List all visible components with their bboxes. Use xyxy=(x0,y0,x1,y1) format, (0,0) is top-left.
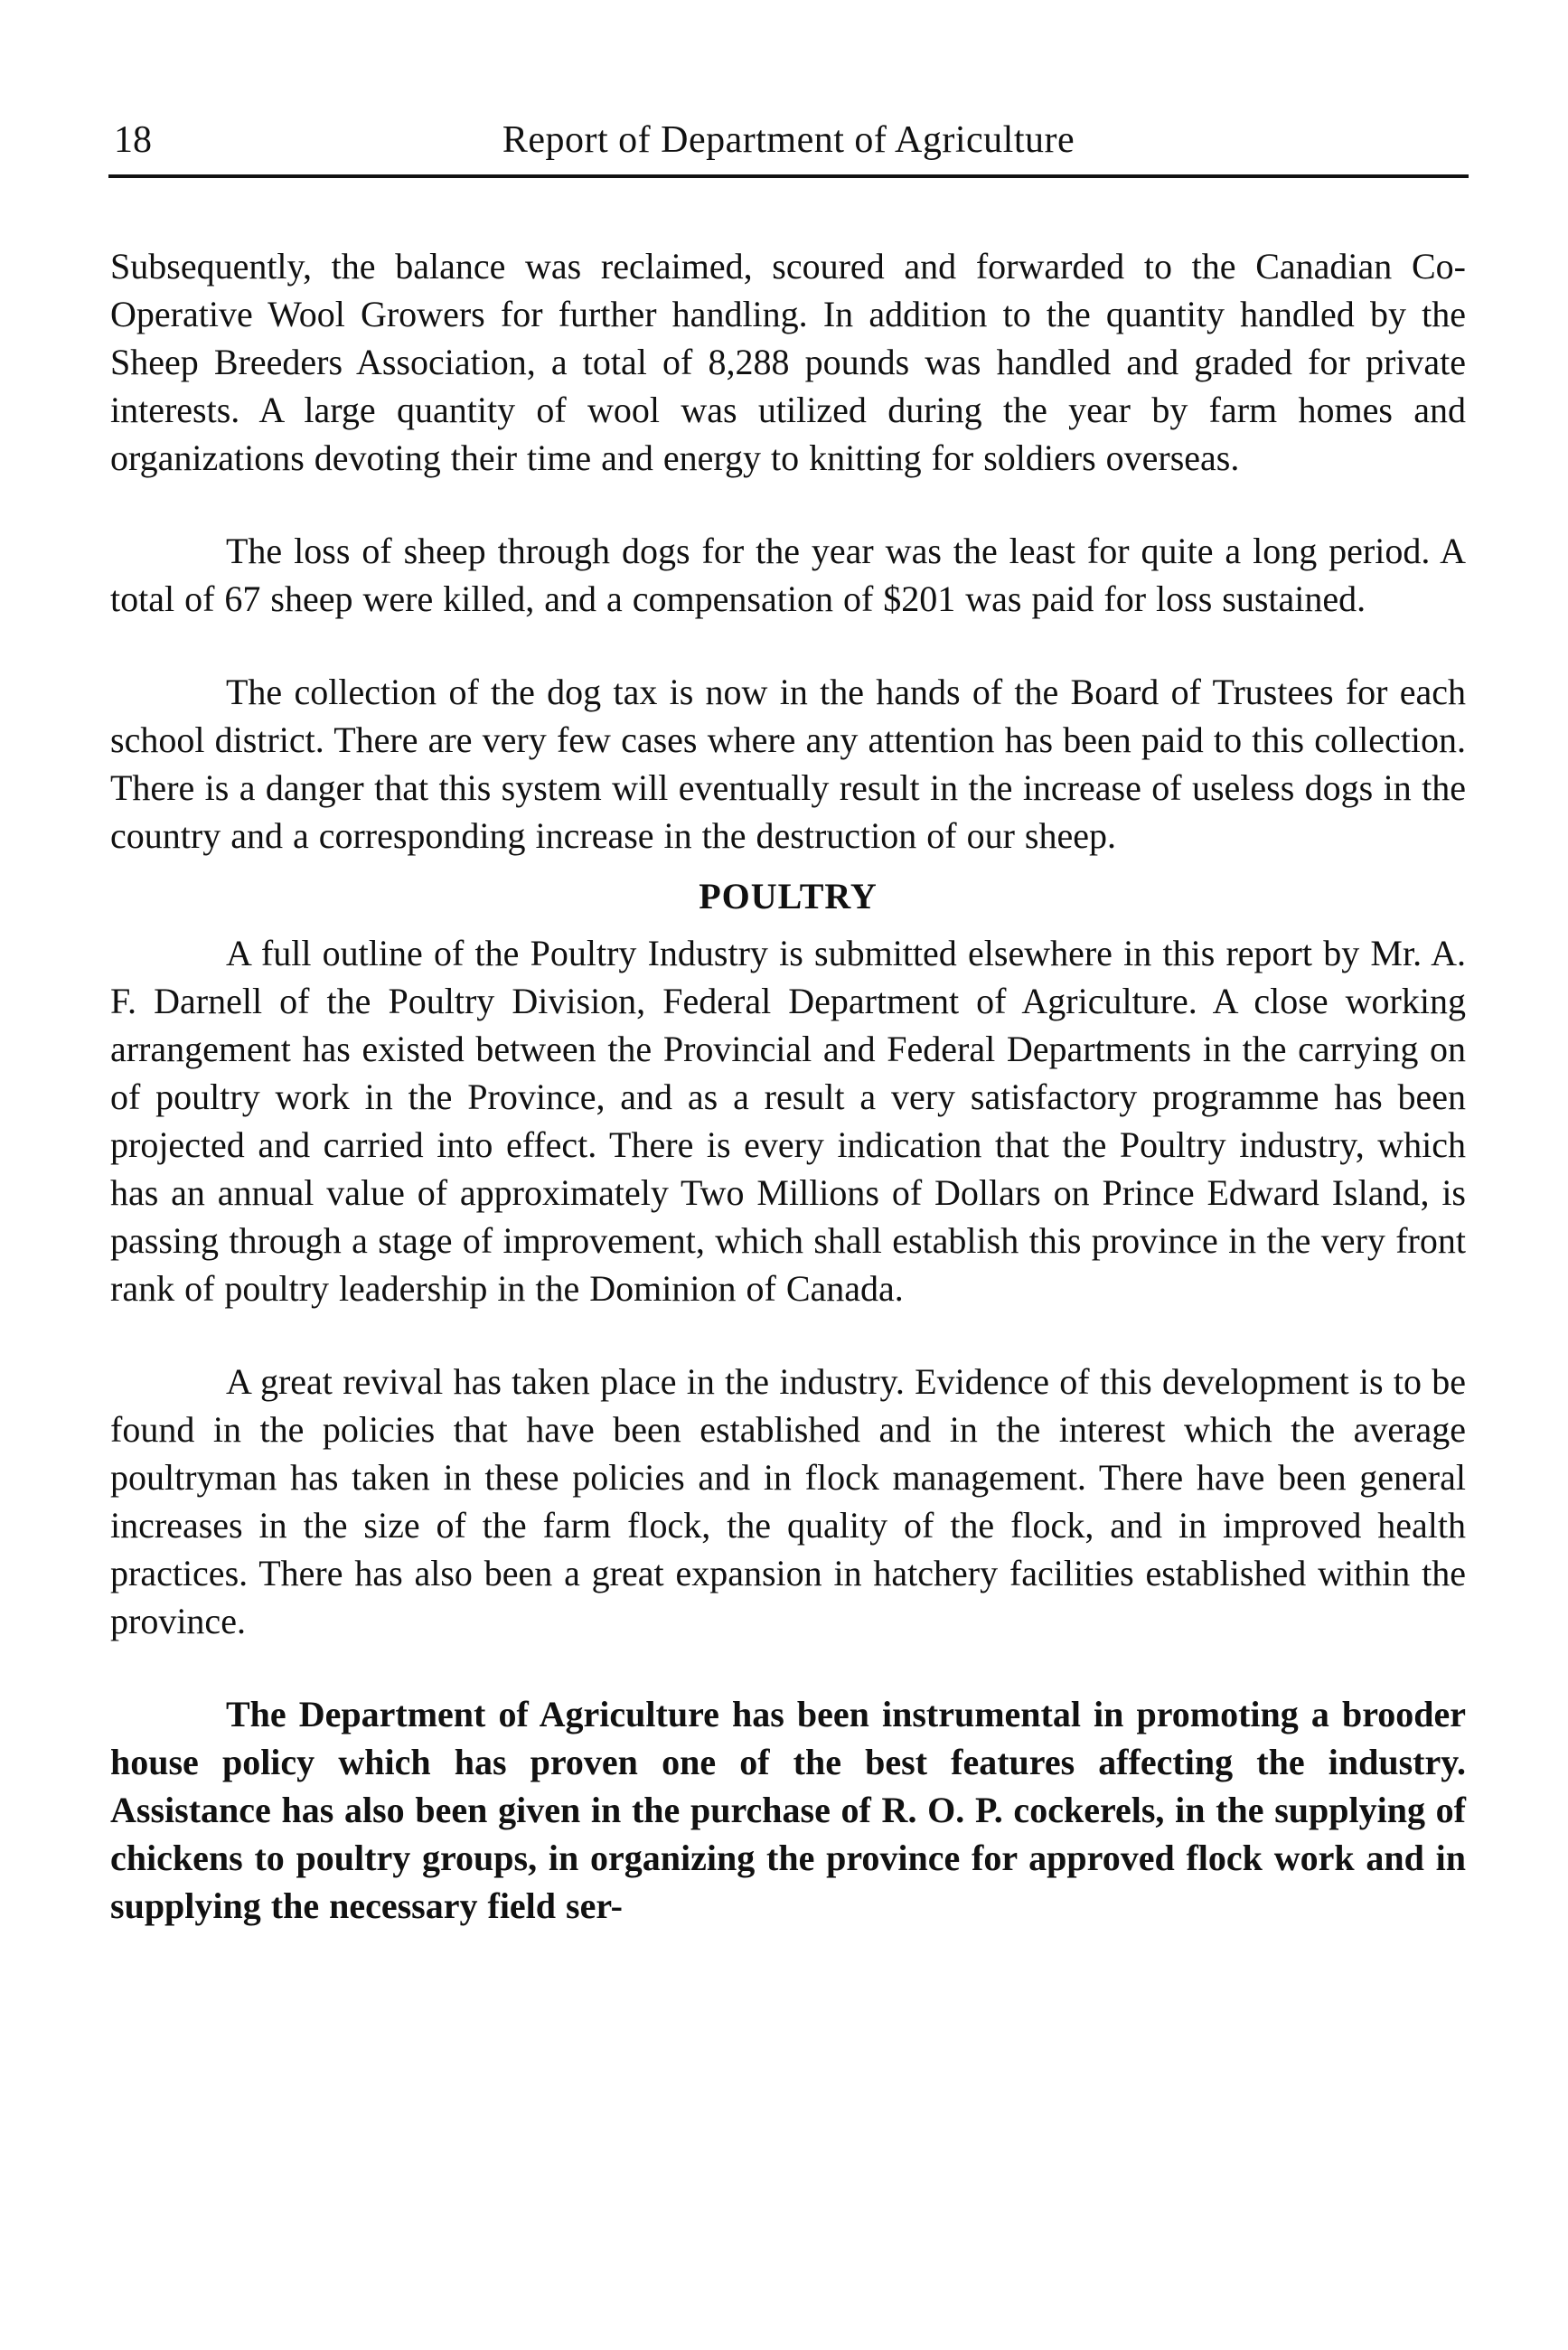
body-text xyxy=(110,242,1466,1975)
paragraph-dog-tax: The collection of the dog tax is now in the hands of the Board of Trustees for each school district. There are very few cases where any attention has been paid to this collection. There is a danger that this system will eventually result in the increase of useless dogs in the country and a corresponding increase in the destruction of our sheep. xyxy=(110,672,1466,856)
running-title: Report of Department of Agriculture xyxy=(502,119,1075,161)
paragraph-poultry-outline: A full outline of the Poultry Industry is submitted elsewhere in this report by Mr. A. F. Darnell of the Poultry Division, Federal Department of Agriculture. A close working arrangement has existed between the Provincial and Federal Departments in the carrying on of poultry work in the Province, and as a result a very satisfactory programme has been projected and carried into effect. There is every indication that the Poultry industry, which has an annual value of approximately Two Millions of Dollars on Prince Edward Island, is passing through a stage of improvement, which shall establish this province in the very front rank of poultry leadership in the Dominion of Canada. xyxy=(110,933,1466,1309)
paragraph-wool-handling: Subsequently, the balance was reclaimed, scoured and forwarded to the Canadian Co-Operative Wool Growers for further handling. In addition to the quantity handled by the Sheep Breeders Association, a total of 8,288 pounds was handled and graded for private interests. A large quantity of wool was utilized during the year by farm homes and organizations devoting their time and energy to knitting for soldiers overseas. xyxy=(110,246,1466,478)
paragraph-brooder-policy: The Department of Agriculture has been instrumental in promoting a brooder house policy which has proven one of the best features affecting the industry. Assistance has also been given in the purchase of R. O. P. cockerels, in the supplying of chickens to poultry groups, in organizing the province for approved flock work and in supplying the necessary field ser- xyxy=(110,1694,1466,1926)
page-number: 18 xyxy=(114,119,152,161)
section-heading-poultry: POULTRY xyxy=(699,876,878,916)
paragraph-sheep-loss: The loss of sheep through dogs for the year was the least for quite a long period. A total of 67 sheep were killed, and a compensation of $201 was paid for loss sustained. xyxy=(110,531,1466,619)
paragraph-poultry-revival: A great revival has taken place in the industry. Evidence of this development is to be found in the policies that have been established and in the interest which the average poultryman has taken in these policies and in flock management. There have been general increases in the size of the farm flock, the quality of the flock, and in improved health practices. There has also been a great expansion in hatchery facilities established within the province. xyxy=(110,1361,1466,1641)
page-header xyxy=(108,113,1469,178)
